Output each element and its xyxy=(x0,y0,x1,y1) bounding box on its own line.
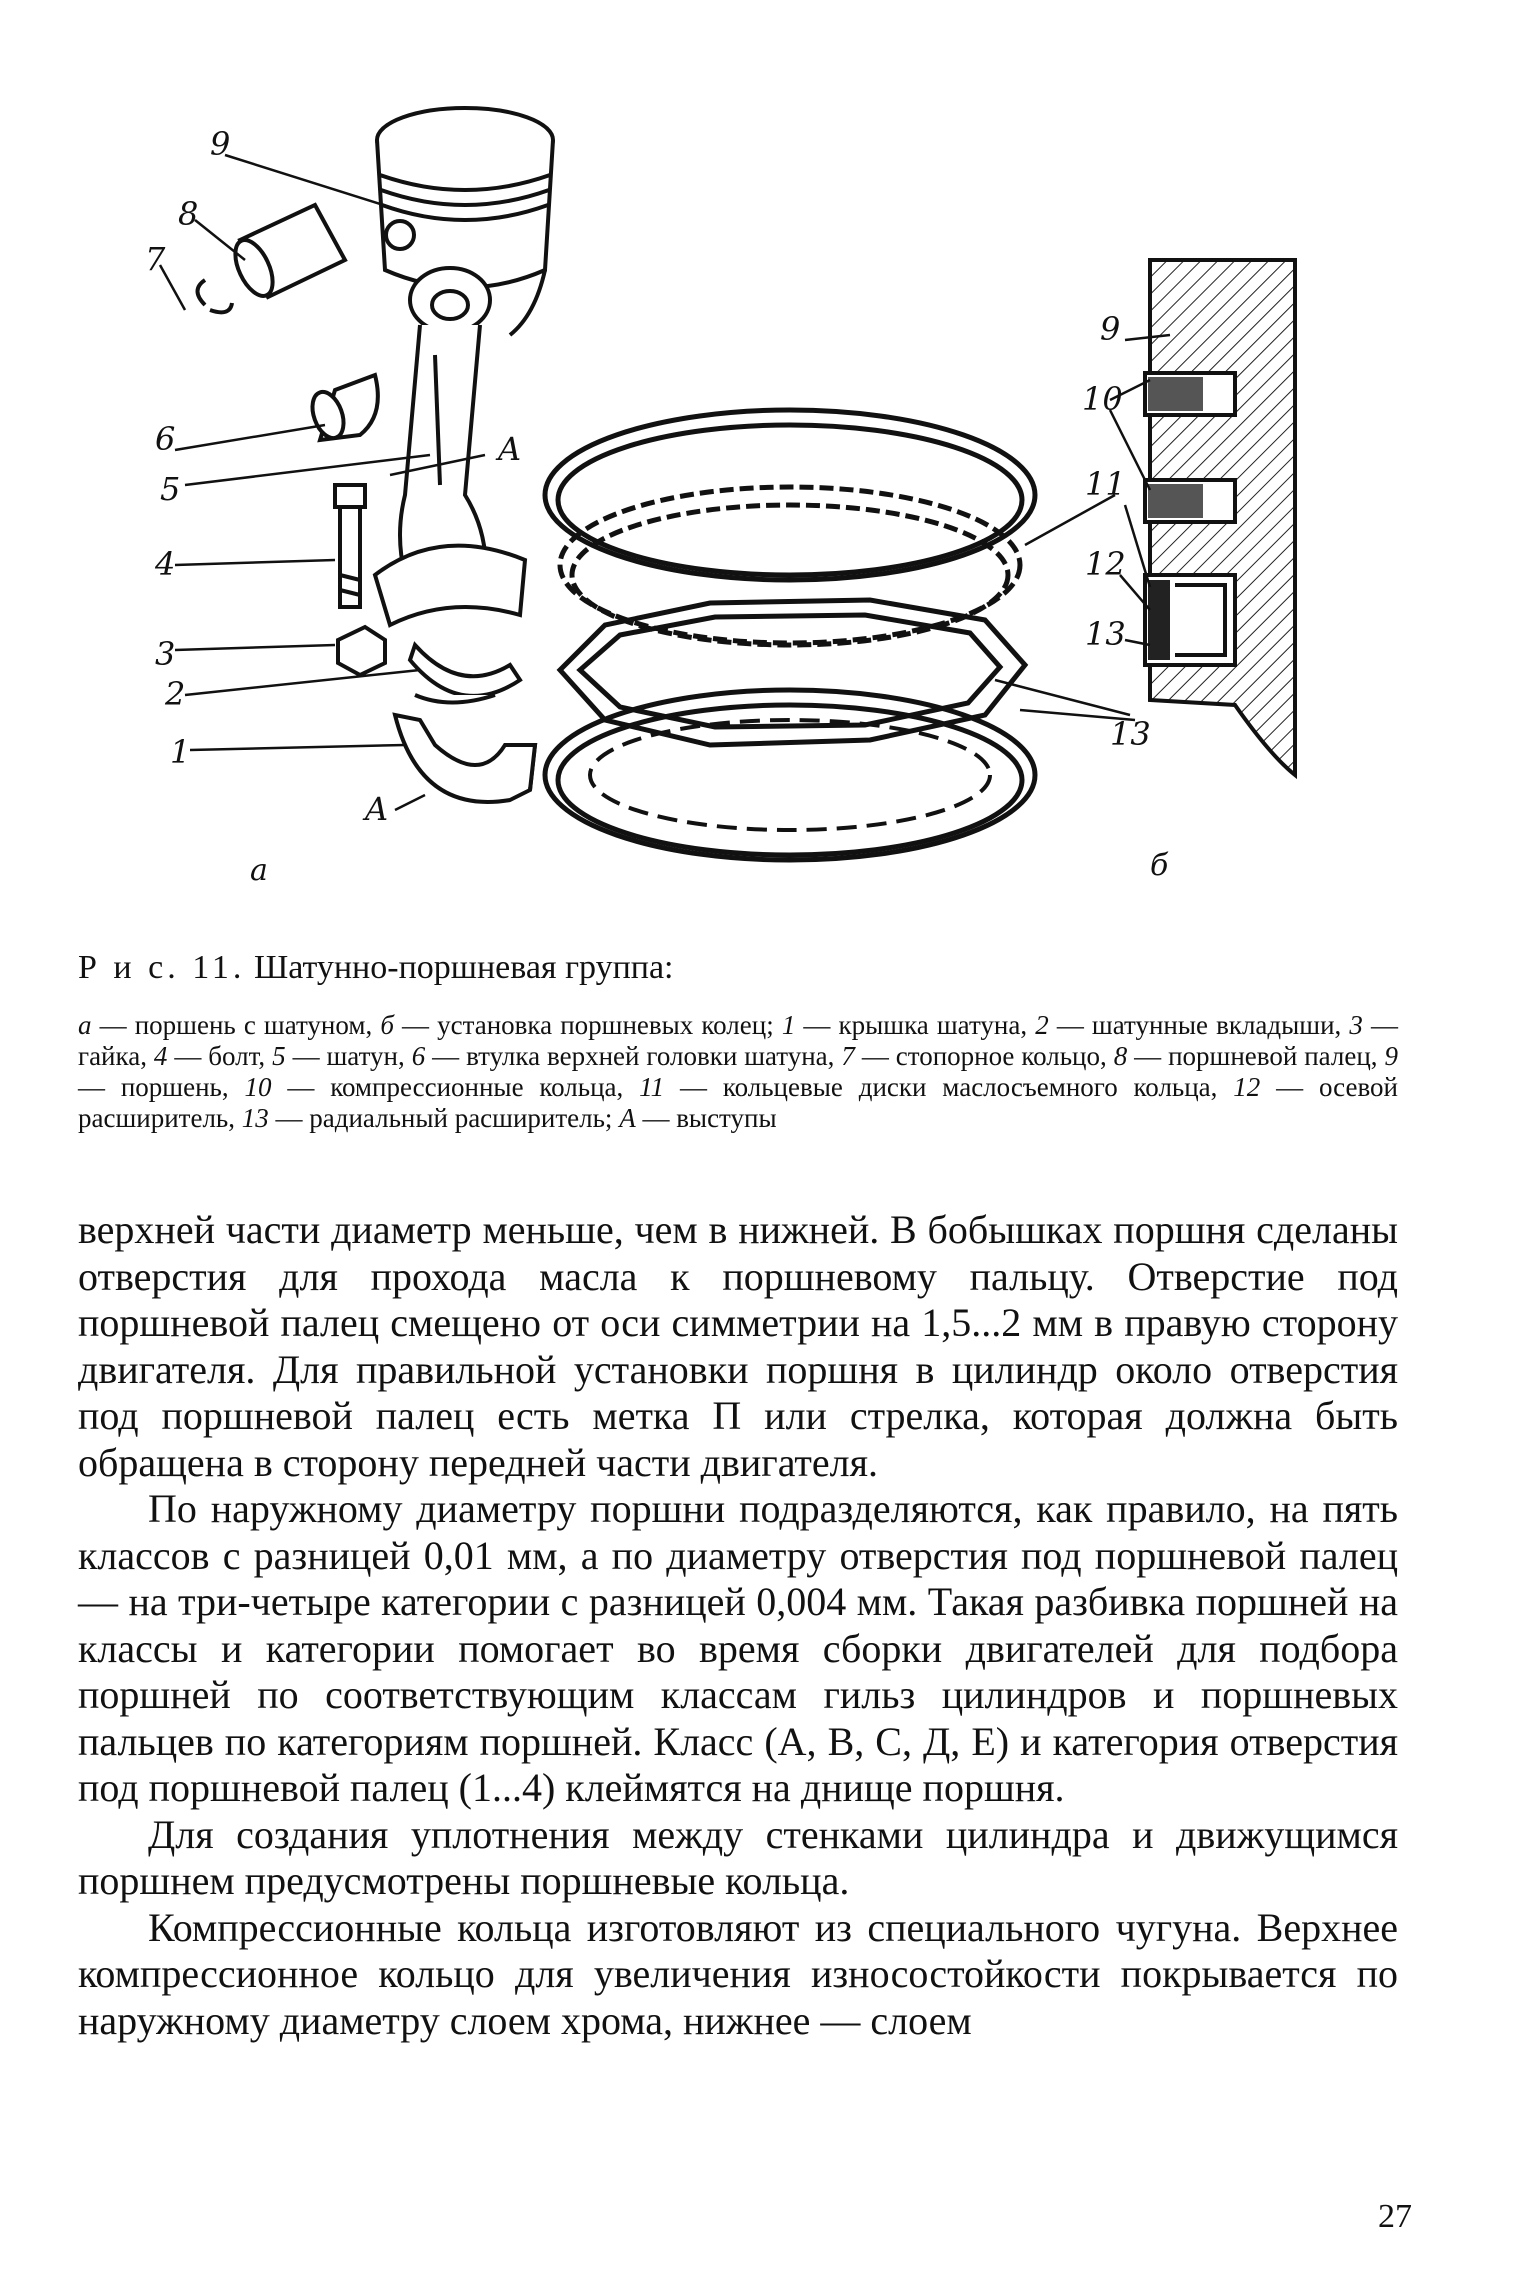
legend-text: — радиальный расширитель; xyxy=(268,1103,620,1133)
bolt-illustration xyxy=(335,485,365,607)
legend-text: — стопорное кольцо, xyxy=(854,1041,1114,1071)
legend-key: 3 xyxy=(1349,1010,1363,1040)
figure-title: Шатунно-поршневая группа: xyxy=(253,949,674,986)
label-b-9: 9 xyxy=(1100,310,1121,348)
paragraph-4: Компрессионные кольца изготовляют из специального чугуна. Верхнее компрессионное кольцо для увеличения износостойкости покрывается по наружному диаметру слоем хрома, нижнее — слоем xyxy=(78,1904,1398,2043)
label-a-2: 2 xyxy=(165,675,186,713)
legend-text: — осевой расширитель, xyxy=(78,1072,1398,1133)
paragraph-1: верхней части диаметр меньше, чем в нижней. В бобышках поршня сделаны отверстия для прохода масла к поршневому пальцу. Отверстие под поршневой палец смещено от оси симметрии на 1,5...2 мм в правую сторону двигателя. Для правильной установки поршня в цилиндр около отверстия под поршневой палец есть метка П или стрелка, которая должна быть обращена в сторону передней части двигателя. xyxy=(78,1207,1398,1485)
label-a-A-top: A xyxy=(498,430,522,468)
label-a-9: 9 xyxy=(210,125,231,163)
legend-text: — установка поршневых колец; xyxy=(393,1010,782,1040)
legend-text: — гайка, xyxy=(78,1010,1399,1071)
legend-text: — шатун, xyxy=(285,1041,412,1071)
legend-key: 12 xyxy=(1233,1072,1261,1102)
rod-cap-illustration xyxy=(395,715,535,802)
legend-key: А xyxy=(619,1103,636,1133)
label-b-11: 11 xyxy=(1085,465,1126,503)
label-a-7: 7 xyxy=(145,240,166,278)
figure-caption-title xyxy=(78,948,1398,988)
legend-text: — поршень, xyxy=(78,1072,245,1102)
legend-text: — компрессионные кольца, xyxy=(271,1072,640,1102)
label-a-4: 4 xyxy=(155,545,176,583)
legend-text: — поршневой палец, xyxy=(1127,1041,1385,1071)
paragraph-3: Для создания уплотнения между стенками цилиндра и движущимся поршнем предусмотрены поршневые кольца. xyxy=(78,1811,1398,1903)
legend-key: 8 xyxy=(1113,1041,1128,1071)
legend-key: а xyxy=(78,1010,92,1040)
legend-key: 10 xyxy=(244,1072,272,1102)
compression-ring-top xyxy=(545,410,1035,580)
label-b-13-bottom: 13 xyxy=(1110,715,1151,753)
legend-key: 2 xyxy=(1035,1010,1049,1040)
label-a-A-bottom: A xyxy=(365,790,389,828)
legend-key: 9 xyxy=(1384,1041,1398,1071)
legend-text: — шатунные вкладыши, xyxy=(1048,1010,1350,1040)
legend-text: — болт, xyxy=(167,1041,273,1071)
legend-key: 11 xyxy=(639,1072,665,1102)
label-a-3: 3 xyxy=(155,635,176,673)
bearing-shells-illustration xyxy=(410,645,520,703)
nut-illustration xyxy=(338,627,385,675)
legend-key: 5 xyxy=(272,1041,286,1071)
figure-11 xyxy=(145,55,1420,935)
label-sub-a: а xyxy=(250,853,268,888)
compression-ring-bottom xyxy=(545,690,1035,860)
legend-text: — поршень с шатуном, xyxy=(91,1010,381,1040)
legend-key: 6 xyxy=(411,1041,426,1071)
label-b-13-top: 13 xyxy=(1085,615,1126,653)
label-a-8: 8 xyxy=(178,195,199,233)
piston-wall-section xyxy=(1145,260,1295,775)
legend-text: — втулка верхней головки шатуна, xyxy=(425,1041,842,1071)
piston-pin-illustration xyxy=(228,205,345,302)
label-b-10: 10 xyxy=(1082,380,1123,418)
page-number: 27 xyxy=(1378,2198,1412,2235)
legend-key: 1 xyxy=(781,1010,796,1040)
legend-key: б xyxy=(380,1010,394,1040)
label-b-12: 12 xyxy=(1085,545,1126,583)
figure-drawing xyxy=(145,55,1420,935)
label-a-1: 1 xyxy=(170,733,191,771)
figure-legend xyxy=(78,1010,1398,1134)
label-a-5: 5 xyxy=(160,470,181,508)
legend-text: — выступы xyxy=(635,1103,777,1133)
figure-number: Р и с. 11. xyxy=(78,949,246,986)
label-sub-b: б xyxy=(1150,848,1169,883)
legend-text: — кольцевые диски маслосъемного кольца, xyxy=(664,1072,1234,1102)
bushing-illustration xyxy=(307,375,378,442)
legend-text: — крышка шатуна, xyxy=(795,1010,1036,1040)
retaining-ring-illustration xyxy=(198,280,233,312)
legend-key: 7 xyxy=(841,1041,855,1071)
label-a-6: 6 xyxy=(155,420,176,458)
body-text xyxy=(78,1207,1398,2044)
paragraph-2: По наружному диаметру поршни подразделяются, как правило, на пять классов с разницей 0,01 мм, а по диаметру отверстия под поршневой палец — на три-четыре категории с разницей 0,004 мм. Такая разбивка поршней на классы и категории помогает во время сборки двигателей для подбора поршней по соответствующим классам гильз цилиндров и поршневых пальцев по категориям поршней. Класс (А, В, С, Д, Е) и категория отверстия под поршневой палец (1...4) клеймятся на днище поршня. xyxy=(78,1486,1398,1810)
legend-key: 13 xyxy=(241,1103,269,1133)
legend-key: 4 xyxy=(153,1041,168,1071)
